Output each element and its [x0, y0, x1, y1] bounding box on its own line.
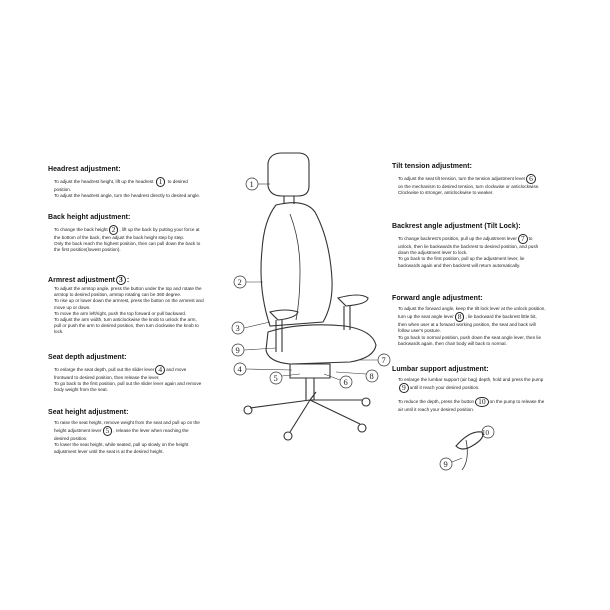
section-title: Lumbar support adjustment:	[392, 366, 489, 373]
seat-depth-section: Seat depth adjustment: To enlarge the seat depth, pull out the slider lever 4 and move frontward to desired position, then release the lever. To go back to the first position, pull out the slider lever again and remove body weight from the seat.	[48, 354, 228, 394]
callout-4: 4	[237, 364, 242, 374]
section-title: Back height adjustment:	[48, 214, 131, 221]
back-height-section: Back height adjustment: To change the back height 2 , lift up the back by putting your force at the bottom of the back, then adjust the back height step by step. Only the back reach the highest position, then can pull down the back to the first position(lowest position).	[48, 214, 228, 254]
section-title: Forward angle adjustment:	[392, 295, 483, 302]
backrest-outline	[261, 203, 332, 326]
section-title: Seat depth adjustment:	[48, 354, 127, 361]
forward-angle-section: Forward angle adjustment: To adjust the forward angle, keep the tilt lock lever at the unlock position, turn up the seat angle lever 8 , lie backward the backrest little bit, then when user at a forward working position, the seat and back will follow user's posture. To go back to normal position, push down the seat angle lever, then lie backwards again, then chair body will back to normal.	[392, 295, 576, 347]
callout-9: 9	[235, 345, 240, 355]
pump-callout-10: 10	[482, 429, 489, 437]
section-title: Seat height adjustment:	[48, 409, 129, 416]
chair-base	[250, 392, 362, 432]
lumbar-support-section: Lumbar support adjustment: To enlarge the lumbar support (air bag) depth, hold and press the pump 9 until it reach your desired position. To reduce the depth, press the button 10 on the pump to release the air until it reach your desired position.	[392, 366, 576, 413]
callout-3: 3	[235, 323, 240, 333]
section-title: Backrest angle adjustment (Tilt Lock):	[392, 223, 521, 230]
callout-5: 5	[273, 373, 278, 383]
callout-8: 8	[369, 371, 374, 381]
callout-1: 1	[249, 179, 254, 189]
callout-2: 2	[237, 277, 242, 287]
headrest-outline	[268, 153, 309, 196]
section-title: Headrest adjustment:	[48, 166, 121, 173]
seat-height-section: Seat height adjustment: To raise the seat height, remove weight from the seat and pull up on the height adjustment lever 5 , release the lever when reaching the desired position. To lower the seat height, while seated, pull up slowly on the height adjustment lever until the seat is at the desired height.	[48, 409, 228, 455]
tilt-tension-section: Tilt tension adjustment: To adjust the seat tilt tension, turn the tension adjustment lever 6 on the mechanism to desired tension, turn clockwise or anticlockwise. Clockwise to stronger, anticlockwise to weaker.	[392, 163, 576, 196]
pump-callout-9: 9	[443, 459, 448, 469]
armrest-section: Armrest adjustment 3 : To adjust the armtop angle, press the button under the top and rotate the armtop to desired position, armtop rotating can be 360 degree. To rise up or lower down the armrest, press the button on the armrest and move up or down. To move the arm left/right, push the top forward or pull backward. To adjust the arm width, turn anticlockwise the knob to unlock the arm, pull or push the arm to desired position, then turn clockwise the knob to lock.	[48, 275, 228, 336]
armrest-right	[338, 295, 368, 306]
lumbar-pump	[456, 432, 483, 449]
callout-7: 7	[381, 355, 386, 365]
seat-outline	[266, 325, 376, 364]
backrest-angle-section: Backrest angle adjustment (Tilt Lock): To change backrest's position, pull up the adjustment lever 7 to unlock, then lie backwards the backrest to desired position, and push down the adjustment lever to lock. To go back to the first position, pull up the adjustment lever, lie backwards again and then backrest will return automatically.	[392, 223, 576, 269]
headrest-section: Headrest adjustment: To adjust the headrest height, lift up the headrest 1 to desired position. To adjust the headrest angle, turn the headrest directly to desired angle.	[48, 166, 228, 199]
callout-6: 6	[343, 377, 348, 387]
section-title: Tilt tension adjustment:	[392, 163, 473, 170]
armrest-left	[270, 310, 298, 320]
section-title: Armrest adjustment 3 :	[48, 275, 130, 284]
